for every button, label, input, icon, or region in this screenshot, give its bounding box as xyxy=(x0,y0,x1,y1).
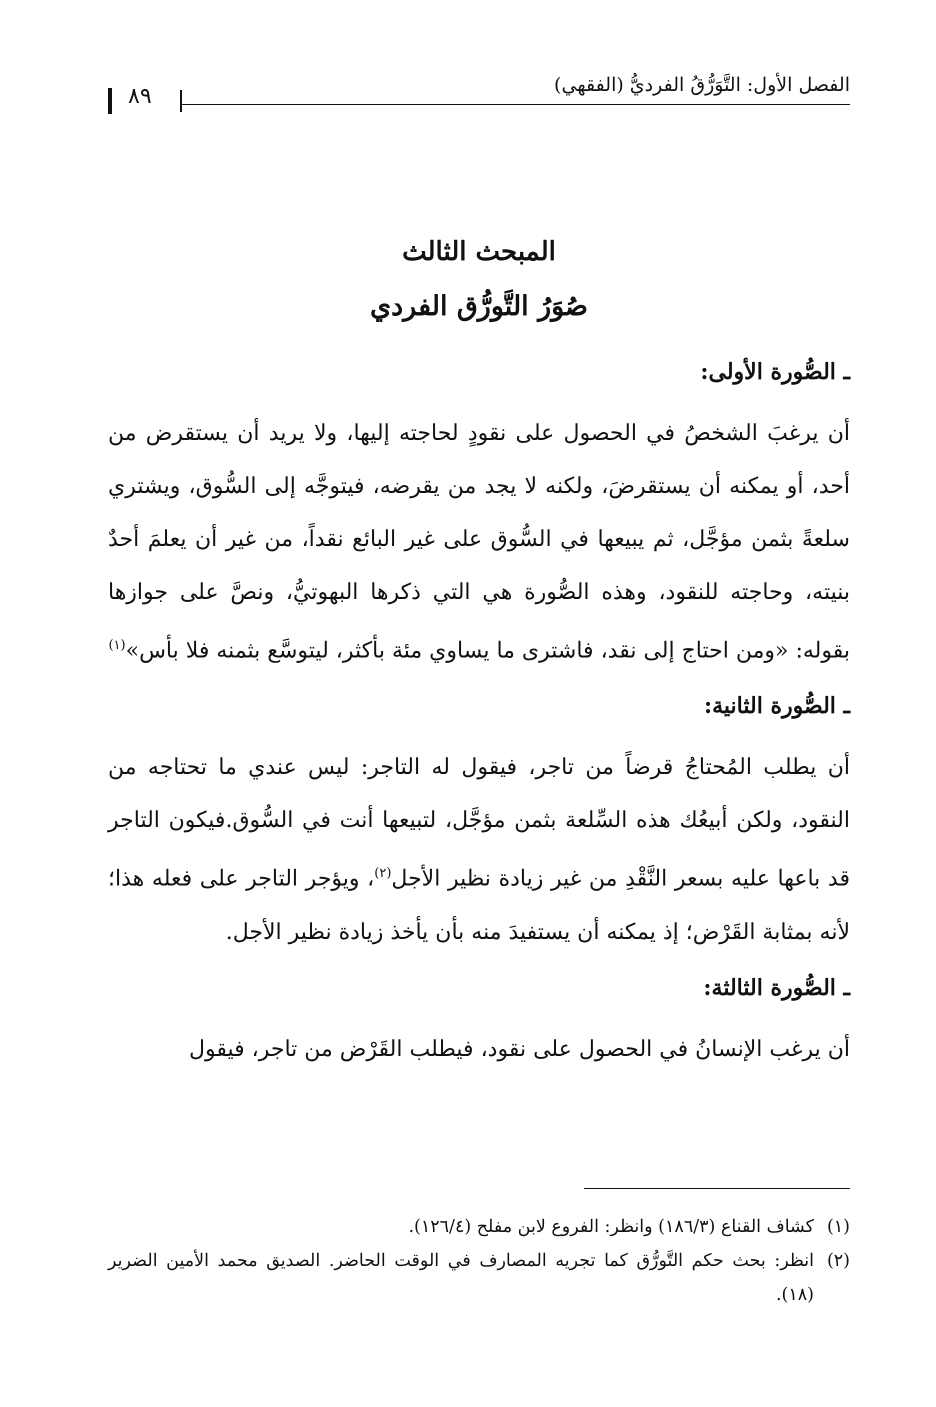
footnote-2-text: انظر: بحث حكم التَّورُّق كما تجريه المصارف في الوقت الحاضر. الصديق محمد الأمين الضرير (١٨). xyxy=(108,1251,814,1305)
form-2-paragraph xyxy=(108,741,850,958)
footnote-separator xyxy=(584,1188,850,1189)
running-title: الفصل الأول: التَّوَرُّقُ الفرديُّ (الفقهي) xyxy=(546,74,850,96)
page-number: ٨٩ xyxy=(128,84,152,109)
footnote-1-text: كشاف القناع (١٨٦/٣) وانظر: الفروع لابن مفلح (١٢٦/٤). xyxy=(408,1217,814,1237)
footnote-ref-1: (١) xyxy=(108,638,126,653)
form-3-text: أن يرغب الإنسانُ في الحصول على نقود، فيطلب القَرْض من تاجر، فيقول xyxy=(189,1036,850,1062)
form-1-text: أن يرغبَ الشخصُ في الحصول على نقودٍ لحاجته إليها، ولا يريد أن يستقرض من أحد، أو يمكنه أن يستقرضَ، ولكنه لا يجد من يقرضه، فيتوجَّه إلى السُّوق، ويشتري سلعةً بثمن مؤجَّل، ثم يبيعها في السُّوق على غير البائع نقداً، من غير أن يعلمَ أحدٌ بنيته، وحاجته للنقود، وهذه الصُّورة هي التي ذكرها البهوتيُّ، ونصَّ على جوازها بقوله: «ومن احتاج إلى نقد، فاشترى ما يساوي مئة بأكثر، ليتوسَّع بثمنه فلا بأس» xyxy=(108,421,850,664)
section-heading: المبحث الثالث xyxy=(402,237,556,267)
form-2-text-b: ، ويؤجر التاجر على فعله هذا؛ لأنه بمثابة القَرْض؛ إذ يمكنه أن يستفيدَ منه بأن يأخذ زيادة نظير الأجل. xyxy=(108,866,850,945)
form-1-title: ـ الصُّورة الأولى: xyxy=(700,359,850,385)
footnote-2 xyxy=(108,1244,850,1312)
page-body xyxy=(108,235,850,1088)
section-subheading: صُوَرُ التَّورُّق الفردي xyxy=(370,291,588,322)
page-number-divider xyxy=(180,90,182,112)
page-number-bar xyxy=(108,88,112,114)
header-rule xyxy=(180,104,850,105)
form-3-title: ـ الصُّورة الثالثة: xyxy=(703,974,850,1001)
form-2-text-a: أن يطلب المُحتاجُ قرضاً من تاجر، فيقول له التاجر: ليس عندي ما تحتاجه من النقود، ولكن أبيعُك هذه السِّلعة بثمن مؤجَّل، لتبيعها أنت في السُّوق.فيكون التاجر قد باعها عليه بسعر النَّقْدِ من غير زيادة نظير الأجل xyxy=(108,755,850,892)
footnote-ref-2: (٢) xyxy=(374,866,392,882)
footnotes xyxy=(108,1210,850,1312)
footnote-1 xyxy=(108,1210,850,1244)
footnote-2-number: (٢) xyxy=(826,1251,850,1271)
form-1-paragraph xyxy=(108,407,850,677)
form-3-paragraph xyxy=(108,1023,850,1076)
form-2-title: ـ الصُّورة الثانية: xyxy=(703,693,850,720)
page-header xyxy=(108,74,850,114)
footnote-1-number: (١) xyxy=(826,1217,850,1237)
